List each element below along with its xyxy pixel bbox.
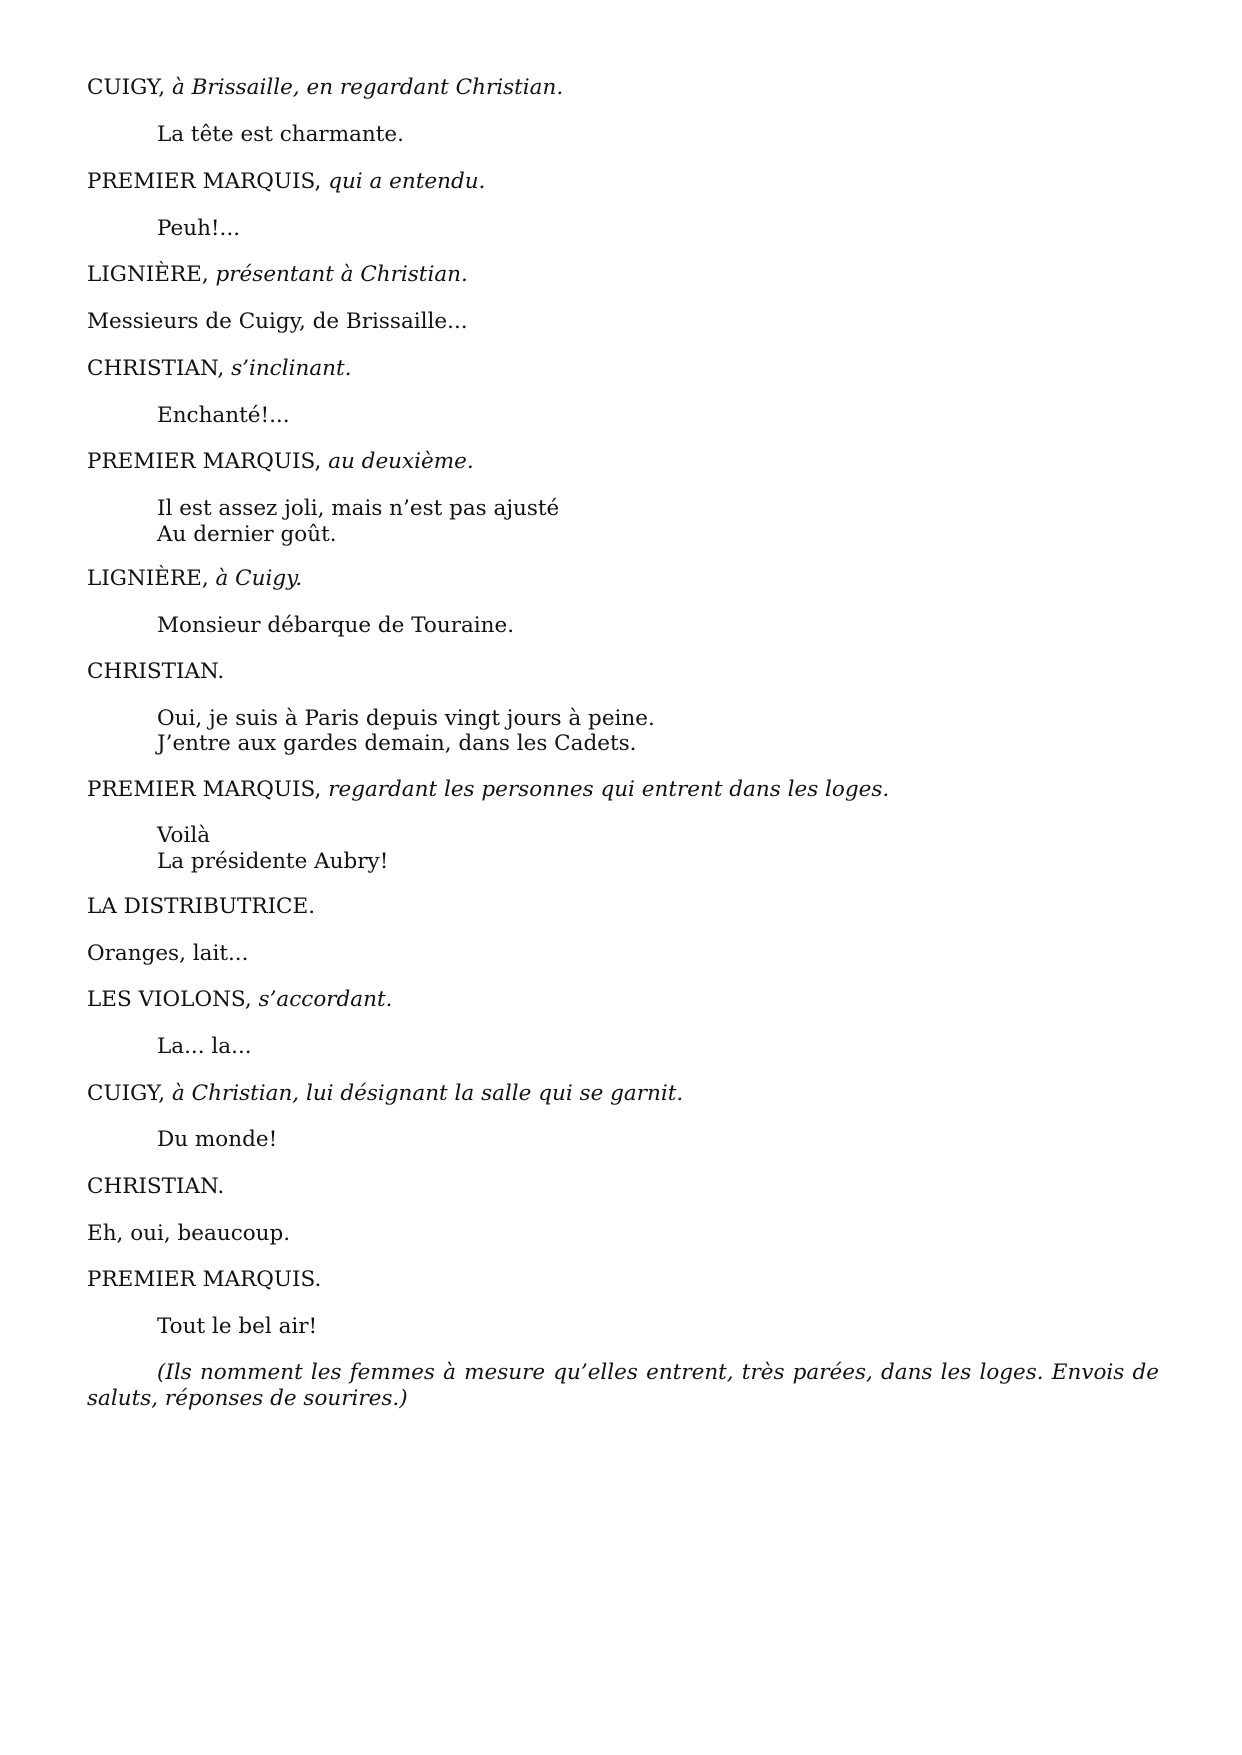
speaker-line — [87, 168, 485, 195]
stage-direction: à Christian, lui désignant la salle qui se garnit. — [171, 1081, 684, 1106]
speaker-name: PREMIER MARQUIS, — [87, 169, 322, 194]
dialogue-line: Messieurs de Cuigy, de Brissaille... — [87, 309, 468, 334]
speaker-line — [87, 1266, 321, 1293]
stage-direction: au deuxième. — [328, 449, 474, 474]
stage-direction: à Cuigy. — [215, 566, 303, 591]
verse-line: Il est assez joli, mais n’est pas ajusté — [157, 496, 560, 521]
speaker-line — [87, 1173, 224, 1200]
verse-line: J’entre aux gardes demain, dans les Cadets. — [157, 731, 637, 756]
speaker-line — [87, 355, 351, 382]
speaker-line — [87, 893, 315, 920]
speaker-name: CHRISTIAN, — [87, 356, 225, 381]
speaker-line — [87, 986, 392, 1013]
speaker-line — [87, 658, 224, 685]
stage-direction: regardant les personnes qui entrent dans les loges. — [328, 777, 890, 802]
verse-line: Au dernier goût. — [157, 522, 337, 547]
speaker-name: CHRISTIAN. — [87, 659, 225, 684]
dialogue-line: Enchanté!... — [157, 403, 290, 428]
stage-direction: s’inclinant. — [231, 356, 352, 381]
speaker-name: LES VIOLONS, — [87, 987, 252, 1012]
speaker-line — [87, 261, 468, 288]
speaker-name: LA DISTRIBUTRICE. — [87, 894, 316, 919]
speaker-line — [87, 776, 889, 803]
dialogue-line: Monsieur débarque de Touraine. — [157, 613, 515, 638]
speaker-name: LIGNIÈRE, — [87, 566, 209, 591]
dialogue-line: Peuh!... — [157, 216, 241, 241]
speaker-name: CUIGY, — [87, 75, 166, 100]
speaker-name: PREMIER MARQUIS, — [87, 777, 322, 802]
stage-direction: présentant à Christian. — [215, 262, 468, 287]
speaker-line — [87, 74, 563, 101]
dialogue-line: Eh, oui, beaucoup. — [87, 1221, 291, 1246]
speaker-line — [87, 565, 302, 592]
stage-direction-paragraph: (Ils nomment les femmes à mesure qu’elles entrent, très parées, dans les loges. Envois de saluts, réponses de sourires.) — [87, 1360, 1159, 1411]
speaker-name: PREMIER MARQUIS. — [87, 1267, 322, 1292]
speaker-name: PREMIER MARQUIS, — [87, 449, 322, 474]
dialogue-line: Du monde! — [157, 1127, 278, 1152]
speaker-name: CHRISTIAN. — [87, 1174, 225, 1199]
speaker-line — [87, 448, 474, 475]
dialogue-line: La... la... — [157, 1034, 252, 1059]
verse-line: Oui, je suis à Paris depuis vingt jours à peine. — [157, 706, 655, 731]
dialogue-line: Oranges, lait... — [87, 941, 249, 966]
dialogue-line: La tête est charmante. — [157, 122, 404, 147]
speaker-name: CUIGY, — [87, 1081, 166, 1106]
dialogue-line: Tout le bel air! — [157, 1314, 318, 1339]
stage-direction: à Brissaille, en regardant Christian. — [171, 75, 564, 100]
speaker-line — [87, 1080, 683, 1107]
stage-direction: s’accordant. — [258, 987, 393, 1012]
verse-line: La présidente Aubry! — [157, 849, 389, 874]
speaker-name: LIGNIÈRE, — [87, 262, 209, 287]
verse-line: Voilà — [157, 823, 211, 848]
stage-direction: qui a entendu. — [328, 169, 486, 194]
